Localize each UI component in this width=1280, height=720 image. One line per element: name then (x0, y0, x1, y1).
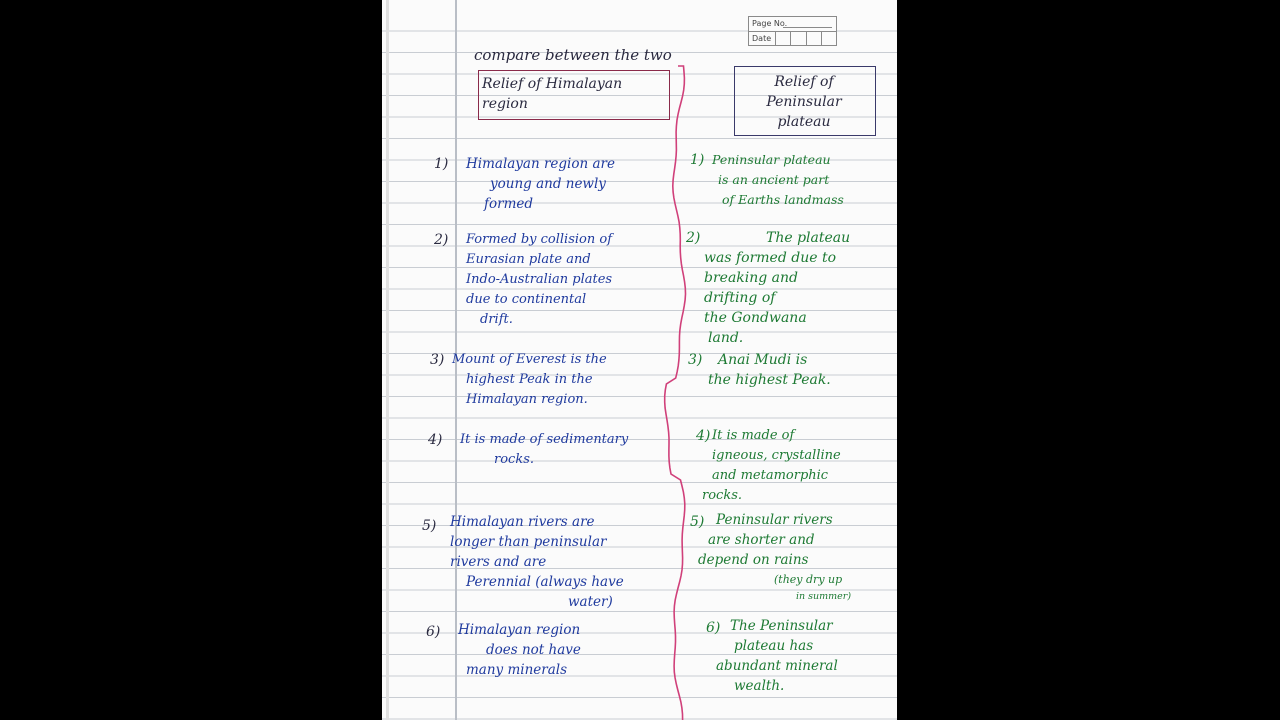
left-line: It is made of sedimentary (460, 432, 629, 447)
right-line: igneous, crystalline (712, 448, 841, 463)
left-item (466, 230, 612, 330)
left-item (460, 430, 628, 470)
left-line: Himalayan rivers are (450, 514, 595, 530)
right-item-number: 3) (688, 352, 703, 368)
page-heading: compare between the two (474, 46, 672, 64)
right-line: drifting of (704, 290, 776, 306)
right-line: Anai Mudi is (718, 352, 808, 368)
left-line: Himalayan region (458, 622, 581, 638)
left-line: water) (568, 594, 613, 610)
left-line: Eurasian plate and (466, 252, 591, 267)
right-line: are shorter and (708, 532, 815, 548)
right-item-number: 6) (706, 620, 721, 636)
right-line: the highest Peak. (708, 372, 831, 388)
left-item (452, 350, 607, 410)
left-column-title: Relief of Himalayan region (482, 76, 623, 112)
right-line: Peninsular rivers (716, 512, 833, 528)
date-label: Date (752, 34, 772, 43)
right-line: is an ancient part (718, 172, 830, 187)
right-item (698, 510, 851, 604)
left-line: highest Peak in the (466, 372, 593, 387)
right-line: It is made of (712, 428, 795, 443)
right-item (708, 350, 831, 390)
right-line: land. (708, 330, 744, 346)
right-item-number: 4) (696, 428, 711, 444)
right-item (704, 228, 850, 348)
right-line: in summer) (796, 591, 852, 602)
left-line: does not have (486, 642, 581, 658)
left-line: due to continental (466, 292, 587, 307)
left-item-number: 3) (430, 352, 445, 368)
right-line: rocks. (702, 488, 743, 503)
left-item-number: 1) (434, 156, 449, 172)
left-item-number: 6) (426, 624, 441, 640)
left-line: young and newly (490, 176, 606, 192)
left-line: Himalayan region are (466, 156, 615, 172)
right-line: The plateau (766, 230, 851, 246)
left-line: longer than peninsular (450, 534, 607, 550)
left-line: rivers and are (450, 554, 547, 570)
left-line: Indo-Australian plates (466, 272, 613, 287)
left-item (458, 620, 581, 680)
notebook-page (382, 0, 897, 720)
right-item (716, 616, 838, 696)
right-line: and metamorphic (712, 468, 829, 483)
right-line: (they dry up (774, 573, 843, 586)
right-line: was formed due to (704, 250, 837, 266)
right-line: The Peninsular (730, 618, 833, 634)
right-line: of Earths landmass (722, 192, 844, 207)
right-line: plateau has (734, 638, 814, 654)
left-item-number: 5) (422, 518, 437, 534)
left-line: many minerals (466, 662, 568, 678)
left-item (450, 512, 624, 612)
left-line: drift. (480, 312, 513, 327)
left-line: formed (484, 196, 534, 212)
left-line: Mount of Everest is the (452, 352, 607, 367)
left-line: Formed by collision of (466, 232, 613, 247)
left-line: rocks. (494, 452, 535, 467)
right-line: the Gondwana (704, 310, 807, 326)
left-line: Perennial (always have (466, 574, 624, 590)
right-item (712, 150, 844, 210)
right-line: depend on rains (698, 552, 809, 568)
right-item (702, 426, 841, 506)
left-line: Himalayan region. (466, 392, 588, 407)
left-item-number: 4) (428, 432, 443, 448)
right-item-number: 5) (690, 514, 705, 530)
page-no-label: Page No. (752, 19, 788, 28)
right-column-title: Relief of Peninsular plateau (766, 74, 842, 130)
right-line: wealth. (734, 678, 785, 694)
right-line: Peninsular plateau (712, 152, 831, 167)
right-item-number: 1) (690, 152, 705, 168)
left-item-number: 2) (434, 232, 449, 248)
left-item (466, 154, 615, 214)
right-item-number: 2) (686, 230, 701, 246)
right-line: abundant mineral (716, 658, 838, 674)
right-line: breaking and (704, 270, 799, 286)
